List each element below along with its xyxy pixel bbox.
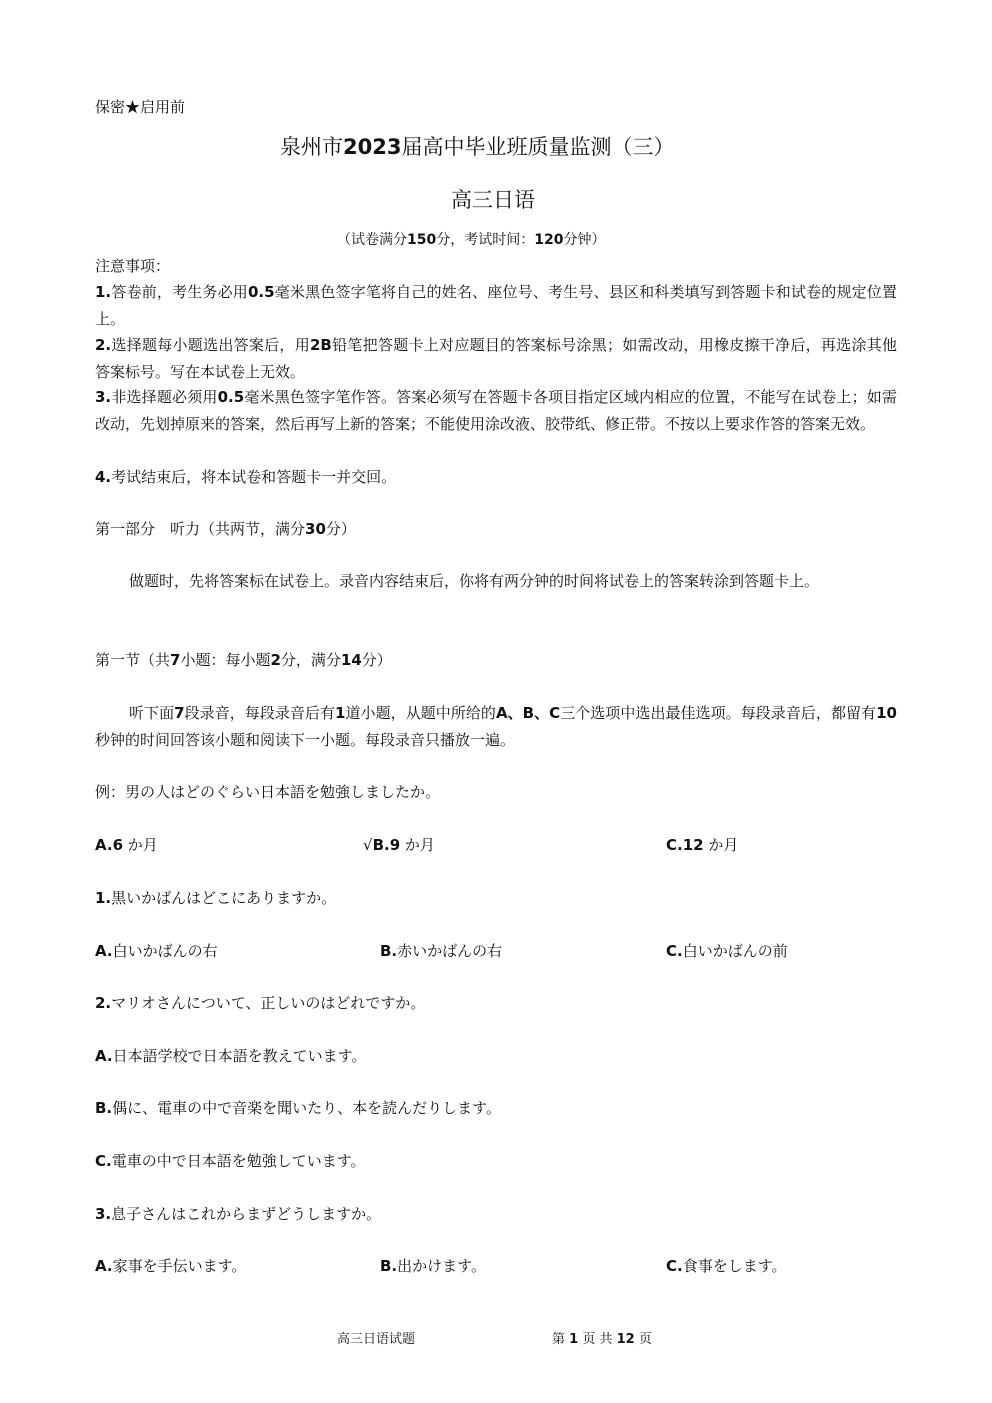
section1-heading-d: 分） <box>361 651 392 669</box>
question-3-text: 息子さんはこれからまずどうしますか。 <box>111 1205 382 1223</box>
check-mark-icon: √ <box>363 836 373 854</box>
full-score: 150 <box>407 232 437 248</box>
note-3-text-a: 非选择题必须用 <box>111 388 218 406</box>
part1-score: 30 <box>305 520 326 538</box>
s1-instr-abc: A、B、C <box>495 704 561 722</box>
section1-count: 7 <box>170 651 181 669</box>
note-3 <box>95 384 897 437</box>
option-label: A. <box>95 1047 113 1065</box>
note-2-num: 2. <box>95 336 112 354</box>
note-1-text-a: 答卷前，考生务必用 <box>111 283 248 301</box>
option-label: A. <box>95 942 113 960</box>
example-a-text: か月 <box>123 836 158 854</box>
exam-info-post: 分钟） <box>563 232 606 248</box>
subject-title: 高三日语 <box>451 188 535 212</box>
option-text: 家事を手伝います。 <box>112 1257 247 1275</box>
note-1-text-b: 毫米黑色签字笔将自己的姓名、座位号、考生号、县区和科类填写到答题卡和试卷的规定位置上。 <box>95 283 897 328</box>
part1-instruction: 做题时，先将答案标在试卷上。录音内容结束后，你将有两分钟的时间将试卷上的答案转涂到答题卡上。 <box>129 572 820 590</box>
note-2-text-b: 铅笔把答题卡上对应题目的答案标号涂黑；如需改动，用橡皮擦干净后，再选涂其他答案标号。写在本试卷上无效。 <box>95 336 897 381</box>
note-1 <box>95 279 897 332</box>
part1-heading-a: 第一部分 听力（共两节，满分 <box>95 520 306 538</box>
page-b: 页 共 <box>582 1332 613 1347</box>
example-option-b <box>363 834 435 855</box>
option-label: C. <box>666 1257 683 1275</box>
note-4-num: 4. <box>95 468 112 486</box>
exam-title <box>280 132 674 162</box>
question-1-option-b <box>380 940 502 961</box>
exam-time: 120 <box>534 232 564 248</box>
example-a-label: A.6 <box>95 836 124 854</box>
page-a: 第 <box>552 1332 566 1347</box>
example-c-label: C.12 <box>666 836 704 854</box>
option-text: 白いかばんの前 <box>682 942 788 960</box>
option-text: 電車の中で日本語を勉強しています。 <box>111 1152 366 1170</box>
page-c: 页 <box>638 1332 652 1347</box>
option-label: C. <box>666 942 683 960</box>
s1-instr-c: 道小题，从题中所给的 <box>345 704 496 722</box>
question-3-option-a <box>95 1255 246 1276</box>
footer-subject: 高三日语试题 <box>337 1332 416 1347</box>
example-c-text: か月 <box>703 836 739 854</box>
section1-instruction <box>95 700 897 753</box>
option-label: B. <box>380 1257 398 1275</box>
note-3-text-b: 毫米黑色签字笔作答。答案必须写在答题卡各项目指定区域内相应的位置，不能写在试卷上；如需改动，先划掉原来的答案，然后再写上新的答案；不能使用涂改液、胶带纸、修正带。不按以上要求作答的答案无效。 <box>95 388 897 433</box>
question-2-option-b <box>95 1097 501 1118</box>
option-text: 白いかばんの右 <box>112 942 218 960</box>
example-b-label: B.9 <box>372 836 401 854</box>
question-1-option-c <box>666 940 788 961</box>
s1-instr-n: 7 <box>174 704 185 722</box>
question-1 <box>95 887 336 908</box>
title-prefix: 泉州市 <box>280 135 343 159</box>
section1-each: 2 <box>270 651 281 669</box>
s1-instr-e: 秒钟的时间回答该小题和阅读下一小题。每段录音只播放一遍。 <box>95 730 516 749</box>
option-text: 食事をします。 <box>682 1257 787 1275</box>
part1-heading-b: 分） <box>325 520 356 538</box>
question-1-num: 1. <box>95 889 112 907</box>
confidential-label: 保密★启用前 <box>95 98 186 116</box>
note-1-mm: 0.5 <box>247 283 275 301</box>
option-text: 出かけます。 <box>397 1257 486 1275</box>
section1-total: 14 <box>340 651 362 669</box>
question-1-text: 黒いかばんはどこにありますか。 <box>111 889 337 907</box>
s1-instr-one: 1 <box>335 704 346 722</box>
s1-instr-a: 听下面 <box>129 704 175 722</box>
exam-info-pre: （试卷满分 <box>337 232 407 248</box>
section1-heading-a: 第一节（共 <box>95 651 171 669</box>
title-year: 2023 <box>343 135 402 159</box>
option-text: 赤いかばんの右 <box>397 942 503 960</box>
example-b-text: か月 <box>400 836 435 854</box>
title-suffix: 届高中毕业班质量监测（三） <box>401 135 675 159</box>
note-4-text: 考试结束后，将本试卷和答题卡一并交回。 <box>111 468 397 486</box>
part1-heading <box>95 516 356 542</box>
option-label: B. <box>380 942 398 960</box>
footer-page-number <box>552 1328 652 1347</box>
section1-heading <box>95 647 392 673</box>
notes-heading: 注意事项： <box>95 257 171 275</box>
page-total: 12 <box>616 1332 635 1347</box>
page-num: 1 <box>569 1332 579 1347</box>
exam-info <box>337 227 605 253</box>
note-2-pencil: 2B <box>309 336 332 354</box>
note-1-num: 1. <box>95 283 112 301</box>
question-1-option-a <box>95 940 218 961</box>
question-2-option-a <box>95 1045 366 1066</box>
s1-instr-ten: 10 <box>876 704 897 722</box>
note-4 <box>95 464 897 491</box>
note-2 <box>95 332 897 385</box>
example-option-c <box>666 834 738 855</box>
option-label: B. <box>95 1099 113 1117</box>
question-3-option-b <box>380 1255 486 1276</box>
note-3-num: 3. <box>95 388 112 406</box>
option-label: A. <box>95 1257 113 1275</box>
note-2-text-a: 选择题每小题选出答案后，用 <box>111 336 310 354</box>
option-text: 日本語学校で日本語を教えています。 <box>112 1047 367 1065</box>
example-question: 例：男の人はどのぐらい日本語を勉強しましたか。 <box>95 783 441 801</box>
exam-info-mid: 分，考试时间： <box>436 232 535 248</box>
section1-heading-c: 分，满分 <box>280 651 341 669</box>
question-3-option-c <box>666 1255 787 1276</box>
question-2-text: マリオさんについて、正しいのはどれですか。 <box>111 994 426 1012</box>
option-label: C. <box>95 1152 112 1170</box>
example-option-a <box>95 834 158 855</box>
question-3 <box>95 1203 381 1224</box>
section1-heading-b: 小题：每小题 <box>180 651 271 669</box>
s1-instr-d: 三个选项中选出最佳选项。每段录音后，都留有 <box>560 704 877 722</box>
question-2 <box>95 992 425 1013</box>
s1-instr-b: 段录音，每段录音后有 <box>184 704 336 722</box>
question-3-num: 3. <box>95 1205 112 1223</box>
question-2-num: 2. <box>95 994 112 1012</box>
question-2-option-c <box>95 1150 366 1171</box>
note-3-mm: 0.5 <box>217 388 245 406</box>
option-text: 偶に、電車の中で音楽を聞いたり、本を読んだりします。 <box>112 1099 501 1117</box>
